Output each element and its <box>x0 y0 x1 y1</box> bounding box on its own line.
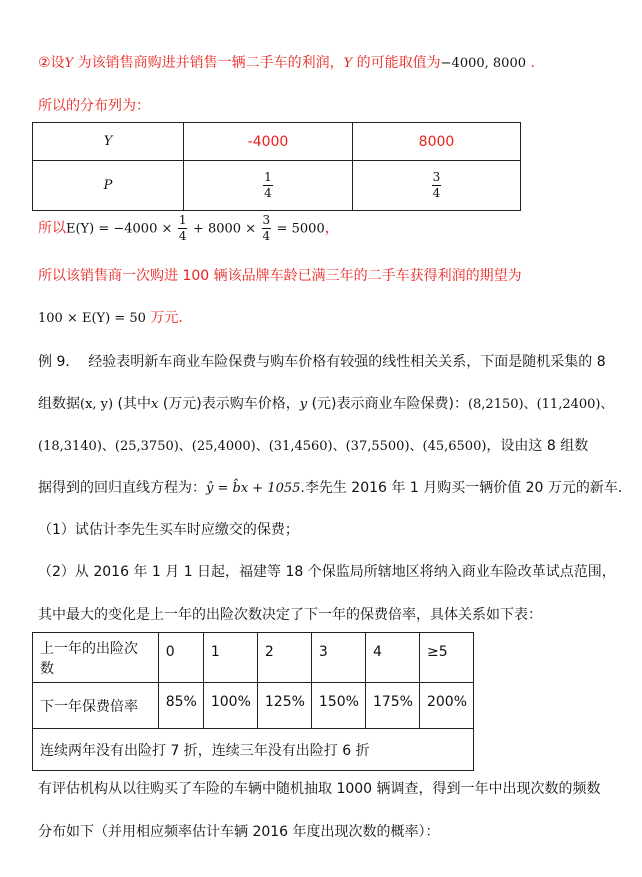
denominator: 4 <box>262 229 271 243</box>
distribution-table <box>32 122 521 211</box>
text: (其中 <box>117 396 152 412</box>
numerator: 1 <box>264 170 272 184</box>
var-y: Y <box>64 56 74 71</box>
count-cell: 3 <box>311 633 365 683</box>
survey-line-2: 分布如下（并用相应频率估计车辆 2016 年度出现次数的概率）： <box>38 824 440 840</box>
denominator: 4 <box>264 186 272 200</box>
header-premium-rate: 下一年保费倍率 <box>33 683 159 729</box>
numerator: 3 <box>262 213 271 227</box>
example-heading-line <box>38 351 606 371</box>
question-2: （2）从 2016 年 1 月 1 日起，福建等 18 个保监局所辖地区将纳入商业车险改革试点范围， <box>38 564 616 580</box>
math: = 5000 <box>276 221 325 237</box>
text: ，设由这 8 组数 <box>486 438 589 454</box>
values: −4000, 8000 <box>440 56 526 71</box>
denominator: 4 <box>432 186 441 200</box>
rate-cell: 100% <box>203 683 257 729</box>
denominator: 4 <box>178 229 187 243</box>
text: 为该销售商购进并销售一辆二手车的利润， <box>77 55 344 71</box>
text: ②设 <box>38 55 65 71</box>
expectation-conclusion: 所以该销售商一次购进 100 辆该品牌车龄已满三年的二手车获得利润的期望为 <box>38 268 522 284</box>
header-accident-count: 上一年的出险次数 <box>33 633 159 683</box>
data-points: (18,3140)、(25,3750)、(25,4000)、(31,4560)、(37,5500)、(45,6500) <box>38 439 487 454</box>
count-cell: 0 <box>158 633 203 683</box>
text: (元)表示商业车险保费)： <box>311 396 468 412</box>
example-line-4 <box>38 477 622 497</box>
count-cell: ≥5 <box>419 633 473 683</box>
text: ， <box>324 220 339 237</box>
text: . <box>530 55 535 71</box>
example-line-3 <box>38 435 588 455</box>
count-cell: 1 <box>203 633 257 683</box>
math: x <box>151 397 159 412</box>
var-y: Y <box>343 56 353 71</box>
data-points: (8,2150)、(11,2400)、 <box>467 397 614 412</box>
text: 组数据 <box>38 396 80 412</box>
math: y <box>299 397 308 412</box>
regression-equation: ŷ = b̂x + 1055 <box>206 481 301 496</box>
discount-note: 连续两年没有出险打 7 折，连续三年没有出险打 6 折 <box>33 729 474 771</box>
text: (万元)表示购车价格， <box>162 396 300 412</box>
count-cell: 2 <box>257 633 311 683</box>
math: E(Y) = −4000 × <box>66 221 173 237</box>
math: (x, y) <box>80 397 114 412</box>
expectation-line <box>38 213 339 244</box>
math: + 8000 × <box>192 221 257 237</box>
survey-line-1: 有评估机构从以往购买了车险的车辆中随机抽取 1000 辆调查，得到一年中出现次数的频数 <box>38 781 601 797</box>
rate-cell: 125% <box>257 683 311 729</box>
y-value: 8000 <box>353 123 521 161</box>
premium-rate-table <box>32 632 474 771</box>
y-value: -4000 <box>184 123 353 161</box>
count-cell: 4 <box>365 633 419 683</box>
numerator: 1 <box>178 213 187 227</box>
expectation-result <box>38 307 183 327</box>
example-line-2 <box>38 393 614 413</box>
profit-definition-line <box>38 52 535 72</box>
text: 据得到的回归直线方程为： <box>38 480 206 496</box>
question-1: （1）试估计李先生买车时应缴交的保费； <box>38 522 299 538</box>
rate-cell: 200% <box>419 683 473 729</box>
text: 所以 <box>38 220 66 237</box>
example-number: 例 9． <box>38 354 80 370</box>
math: 100 × E(Y) = 50 <box>38 311 146 326</box>
row-label-p: P <box>33 161 184 211</box>
p-value <box>353 161 521 211</box>
distribution-intro: 所以的分布列为： <box>38 98 150 114</box>
row-label-y: Y <box>33 123 184 161</box>
text: 经验表明新车商业车险保费与购车价格有较强的线性相关关系，下面是随机采集的 8 <box>88 354 606 370</box>
numerator: 3 <box>432 170 441 184</box>
unit: 万元. <box>150 310 183 326</box>
text: .李先生 2016 年 1 月购买一辆价值 20 万元的新车. <box>300 480 623 496</box>
rate-cell: 85% <box>158 683 203 729</box>
rate-cell: 175% <box>365 683 419 729</box>
question-2-continued: 其中最大的变化是上一年的出险次数决定了下一年的保费倍率，具体关系如下表： <box>38 607 542 623</box>
p-value <box>184 161 353 211</box>
text: 的可能取值为 <box>356 55 441 71</box>
rate-cell: 150% <box>311 683 365 729</box>
